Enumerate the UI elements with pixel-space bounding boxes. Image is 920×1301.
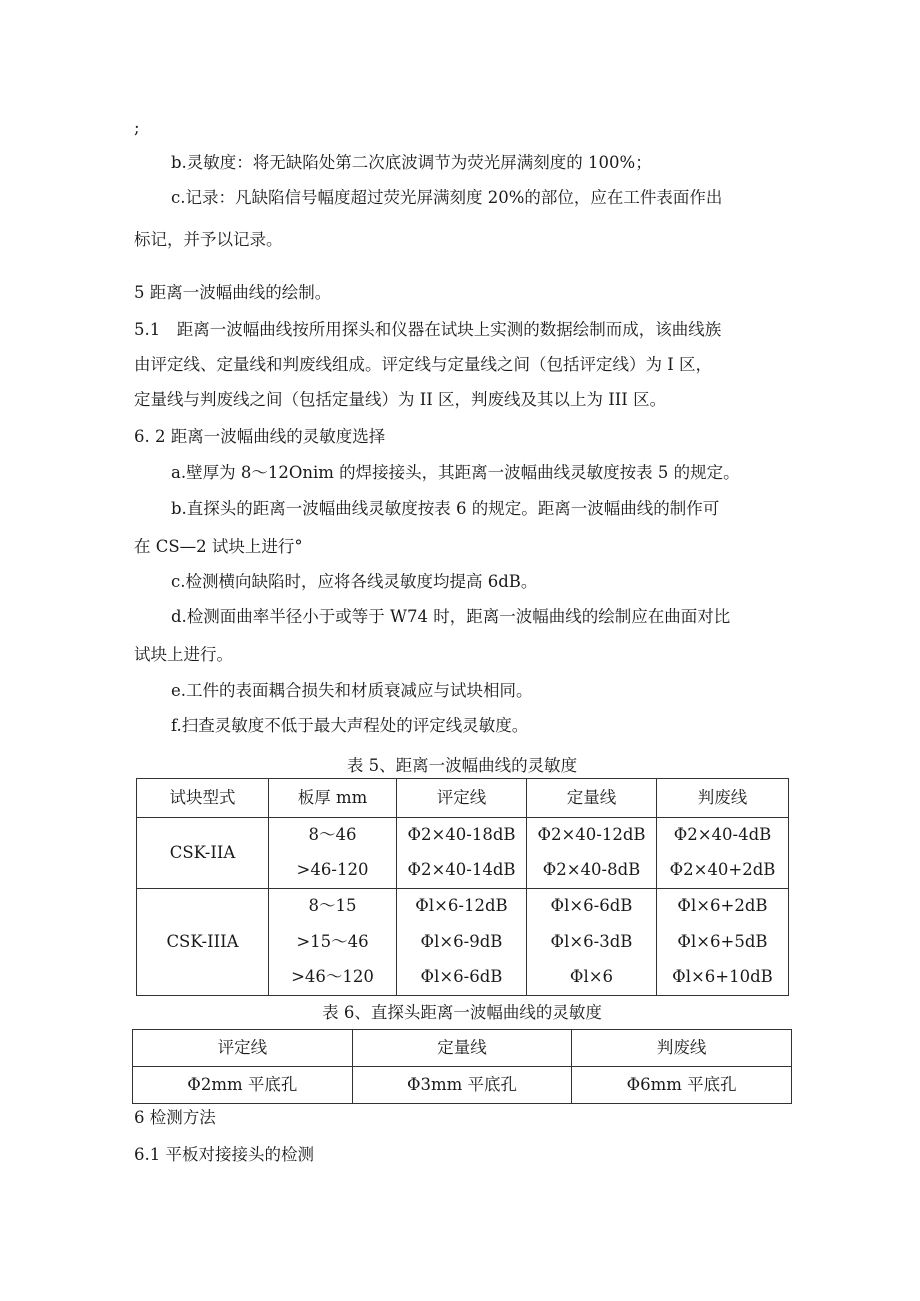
paragraph-c-record-line1: c.记录：凡缺陷信号幅度超过荧光屏满刻度 20%的部位，应在工件表面作出 bbox=[171, 188, 723, 207]
table5-assess-cell bbox=[397, 818, 527, 889]
table5-cell: Φ2×40-8dB bbox=[542, 860, 641, 880]
table5-sensitivity bbox=[136, 778, 789, 996]
item-b-line1: b.直探头的距离一波幅曲线灵敏度按表 6 的规定。距离一波幅曲线的制作可 bbox=[171, 499, 720, 518]
paragraph-b-sensitivity: b.灵敏度：将无缺陷处第二次底波调节为荧光屏满刻度的 100%； bbox=[171, 153, 652, 172]
table5-reject-cell bbox=[657, 889, 789, 996]
table5-cell: Φl×6-3dB bbox=[550, 931, 633, 951]
table5-cell: Φl×6+2dB bbox=[677, 896, 768, 916]
table5-cell: Φl×6+10dB bbox=[672, 967, 773, 986]
item-d-line1: d.检测面曲率半径小于或等于 W74 时，距离一波幅曲线的绘制应在曲面对比 bbox=[171, 607, 731, 626]
table5-assess-cell bbox=[397, 889, 527, 996]
table5-quant-cell bbox=[527, 889, 657, 996]
table6-header-reject: 判废线 bbox=[572, 1030, 792, 1067]
stray-semicolon: ; bbox=[134, 118, 140, 137]
table5-block-cell: CSK-IIIA bbox=[137, 889, 269, 996]
table5-cell: 8～15 bbox=[308, 896, 357, 916]
table-row bbox=[137, 818, 789, 889]
section-5-1-line1: 5.1 距离一波幅曲线按所用探头和仪器在试块上实测的数据绘制而成，该曲线族 bbox=[134, 320, 722, 339]
section-5-1-line3: 定量线与判废线之间（包括定量线）为 II 区，判废线及其以上为 III 区。 bbox=[134, 390, 667, 409]
table5-reject-cell bbox=[657, 818, 789, 889]
item-b-line2: 在 CS—2 试块上进行° bbox=[134, 537, 303, 556]
table6-header-row bbox=[133, 1030, 792, 1067]
table5-block-cell: CSK-IIA bbox=[137, 818, 269, 889]
table5-cell: Φl×6+5dB bbox=[677, 931, 768, 951]
section-5-heading: 5 距离一波幅曲线的绘制。 bbox=[134, 283, 332, 302]
table5-header-reject: 判废线 bbox=[657, 779, 789, 818]
table6-cell: Φ6mm 平底孔 bbox=[572, 1067, 792, 1104]
section-5-1-line2: 由评定线、定量线和判废线组成。评定线与定量线之间（包括评定线）为 I 区， bbox=[134, 355, 713, 374]
table5-thickness-cell bbox=[269, 818, 397, 889]
item-a: a.壁厚为 8～12Onim 的焊接接头，其距离一波幅曲线灵敏度按表 5 的规定。 bbox=[171, 463, 740, 482]
table5-header-row bbox=[137, 779, 789, 818]
table5-cell: Φ2×40-4dB bbox=[673, 825, 772, 845]
table6-cell: Φ2mm 平底孔 bbox=[133, 1067, 353, 1104]
item-e: e.工件的表面耦合损失和材质衰减应与试块相同。 bbox=[171, 681, 533, 700]
table5-cell: >46-120 bbox=[296, 860, 369, 880]
table5-cell: >15～46 bbox=[296, 931, 369, 951]
table6-sensitivity bbox=[132, 1029, 792, 1104]
table5-cell: Φ2×40-14dB bbox=[407, 860, 516, 880]
table5-thickness-cell bbox=[269, 889, 397, 996]
item-c: c.检测横向缺陷时，应将各线灵敏度均提高 6dB。 bbox=[171, 572, 538, 591]
section-6-heading: 6 检测方法 bbox=[134, 1108, 216, 1127]
table5-cell: Φl×6-12dB bbox=[415, 896, 508, 916]
table5-cell: 8～46 bbox=[308, 825, 357, 845]
table5-cell: Φ2×40+2dB bbox=[669, 860, 776, 880]
table5-cell: Φ2×40-12dB bbox=[537, 825, 646, 845]
table5-cell: Φl×6-6dB bbox=[420, 967, 503, 986]
table6-header-quant: 定量线 bbox=[352, 1030, 572, 1067]
table5-cell: Φl×6-6dB bbox=[550, 896, 633, 916]
table5-quant-cell bbox=[527, 818, 657, 889]
table5-caption: 表 5、距离一波幅曲线的灵敏度 bbox=[346, 756, 578, 775]
item-f: f.扫查灵敏度不低于最大声程处的评定线灵敏度。 bbox=[171, 716, 529, 735]
table6-caption: 表 6、直探头距离一波幅曲线的灵敏度 bbox=[322, 1003, 602, 1022]
section-6-2-heading: 6. 2 距离一波幅曲线的灵敏度选择 bbox=[134, 427, 386, 446]
table6-header-assess: 评定线 bbox=[133, 1030, 353, 1067]
table5-header-quant: 定量线 bbox=[527, 779, 657, 818]
table6-cell: Φ3mm 平底孔 bbox=[352, 1067, 572, 1104]
table5-header-assess: 评定线 bbox=[397, 779, 527, 818]
table5-cell: Φl×6 bbox=[569, 967, 614, 986]
table5-cell: >46～120 bbox=[291, 967, 374, 986]
table5-cell: Φl×6-9dB bbox=[420, 931, 503, 951]
section-6-1-heading: 6.1 平板对接接头的检测 bbox=[134, 1145, 314, 1164]
table-row bbox=[133, 1067, 792, 1104]
table5-cell: Φ2×40-18dB bbox=[407, 825, 516, 845]
table5-header-block: 试块型式 bbox=[137, 779, 269, 818]
table5-header-thickness: 板厚 mm bbox=[269, 779, 397, 818]
table-row bbox=[137, 889, 789, 996]
paragraph-c-record-line2: 标记，并予以记录。 bbox=[134, 230, 283, 249]
item-d-line2: 试块上进行。 bbox=[134, 645, 233, 664]
